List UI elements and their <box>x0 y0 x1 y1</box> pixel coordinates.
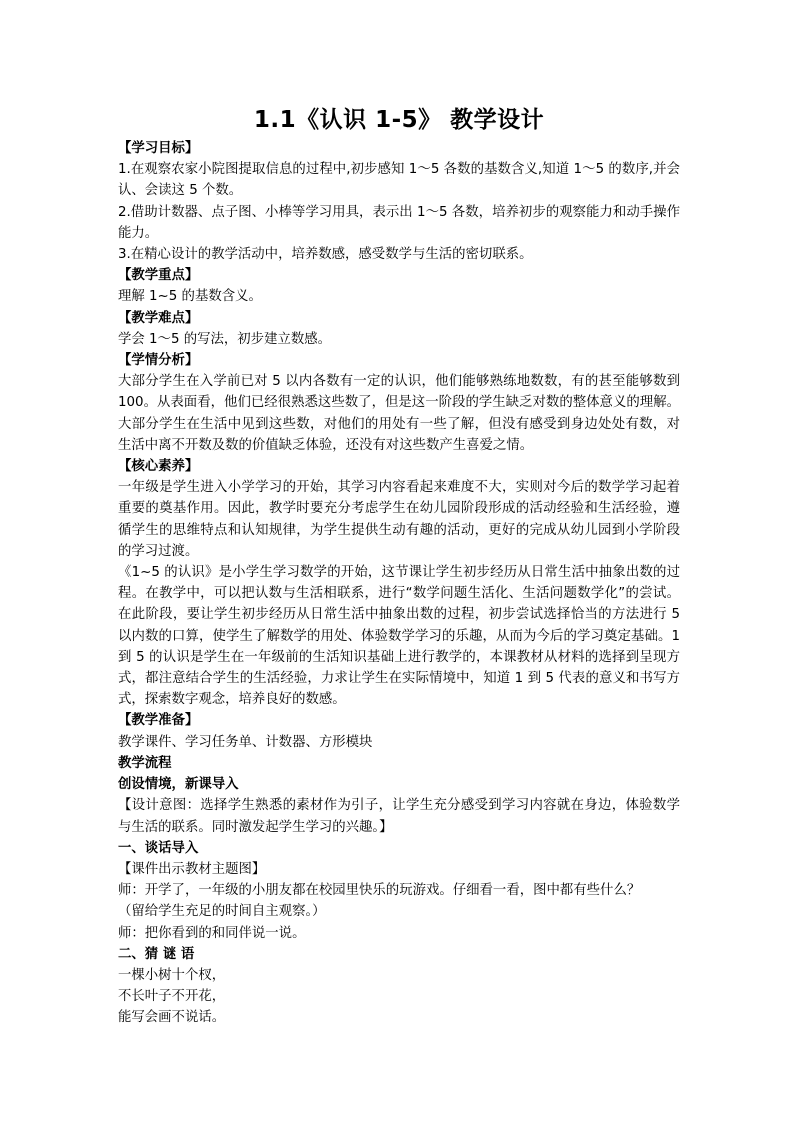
document-title: 1.1《认识 1-5》 教学设计 <box>253 107 545 133</box>
goal-item: 2.借助计数器、点子图、小棒等学习用具，表示出 1～5 各数，培养初步的观察能力和动手操作能力。 <box>118 204 680 241</box>
riddle-line: 不长叶子不开花， <box>118 989 226 1005</box>
flow-subheading: 创设情境，新课导入 <box>118 777 239 793</box>
core-literacy-heading: 【核心素养】 <box>118 459 199 475</box>
key-points-heading: 【教学重点】 <box>118 268 199 284</box>
part1-line: （留给学生充足的时间自主观察。） <box>118 904 326 920</box>
design-intent: 【设计意图：选择学生熟悉的素材作为引子，让学生充分感受到学习内容就在身边，体验数学与生活的联系。同时激发起学生学习的兴趣。】 <box>118 798 680 835</box>
goals-heading: 【学习目标】 <box>118 141 199 156</box>
part1-line: 【课件出示教材主题图】 <box>118 861 266 877</box>
riddle-line: 一棵小树十个杈， <box>118 967 226 983</box>
key-points-text: 理解 1~5 的基数含义。 <box>118 289 262 305</box>
difficulty-heading: 【教学难点】 <box>118 310 199 326</box>
goal-item: 1.在观察农家小院图提取信息的过程中,初步感知 1～5 各数的基数含义,知道 1～5 的数序,并会认、会读这 5 个数。 <box>118 162 680 199</box>
analysis-text: 大部分学生在入学前已对 5 以内各数有一定的认识，他们能够熟练地数数，有的甚至能够数到 100。从表面看，他们已经很熟悉这些数了，但是这一阶段的学生缺乏对数的整体意义的理解。大部分学生在生活中见到这些数，对他们的用处有一些了解，但没有感受到身边处处有数，对生活中离不开数及数的价值缺乏体验，还没有对这些数产生喜爱之情。 <box>118 374 680 453</box>
core-literacy-paragraph: 一年级是学生进入小学学习的开始，其学习内容看起来难度不大，实则对今后的数学学习起着重要的奠基作用。因此，教学时要充分考虑学生在幼儿园阶段形成的活动经验和生活经验，遵循学生的思维特点和认知规律，为学生提供生动有趣的活动，更好的完成从幼儿园到小学阶段的学习过渡。 <box>118 480 680 559</box>
goal-item: 3.在精心设计的教学活动中，培养数感，感受数学与生活的密切联系。 <box>118 247 533 263</box>
preparation-heading: 【教学准备】 <box>118 713 199 729</box>
part1-heading: 一、谈话导入 <box>118 840 199 856</box>
flow-heading: 教学流程 <box>118 755 172 771</box>
part1-line: 师：开学了，一年级的小朋友都在校园里快乐的玩游戏。仔细看一看，图中都有些什么？ <box>118 883 641 899</box>
preparation-text: 教学课件、学习任务单、计数器、方形模块 <box>118 734 373 750</box>
riddle-line: 能写会画不说话。 <box>118 1010 226 1026</box>
core-literacy-paragraph: 《1~5 的认识》是小学生学习数学的开始，这节课让学生初步经历从日常生活中抽象出数的过程。在教学中，可以把认数与生活相联系，进行“数学问题生活化、生活问题数学化”的尝试。在此阶段，要让学生初步经历从日常生活中抽象出数的过程，初步尝试选择恰当的方法进行 5 以内数的口算，使学生了解数学的用处、体验数学学习的乐趣，从而为今后的学习奠定基础。1 到 5 的认识是学生在一年级前的生活知识基础上进行教学的，本课教材从材料的选择到呈现方式，都注意结合学生的生活经验，力求让学生在实际情境中，知道 1 到 5 代表的意义和书写方式，探索数字观念，培养良好的数感。 <box>118 565 680 708</box>
part1-line: 师：把你看到的和同伴说一说。 <box>118 925 306 941</box>
part2-heading: 二、猜 谜 语 <box>118 946 195 962</box>
document-page <box>118 104 680 1029</box>
difficulty-text: 学会 1～5 的写法，初步建立数感。 <box>118 331 332 347</box>
analysis-heading: 【学情分析】 <box>118 353 199 369</box>
